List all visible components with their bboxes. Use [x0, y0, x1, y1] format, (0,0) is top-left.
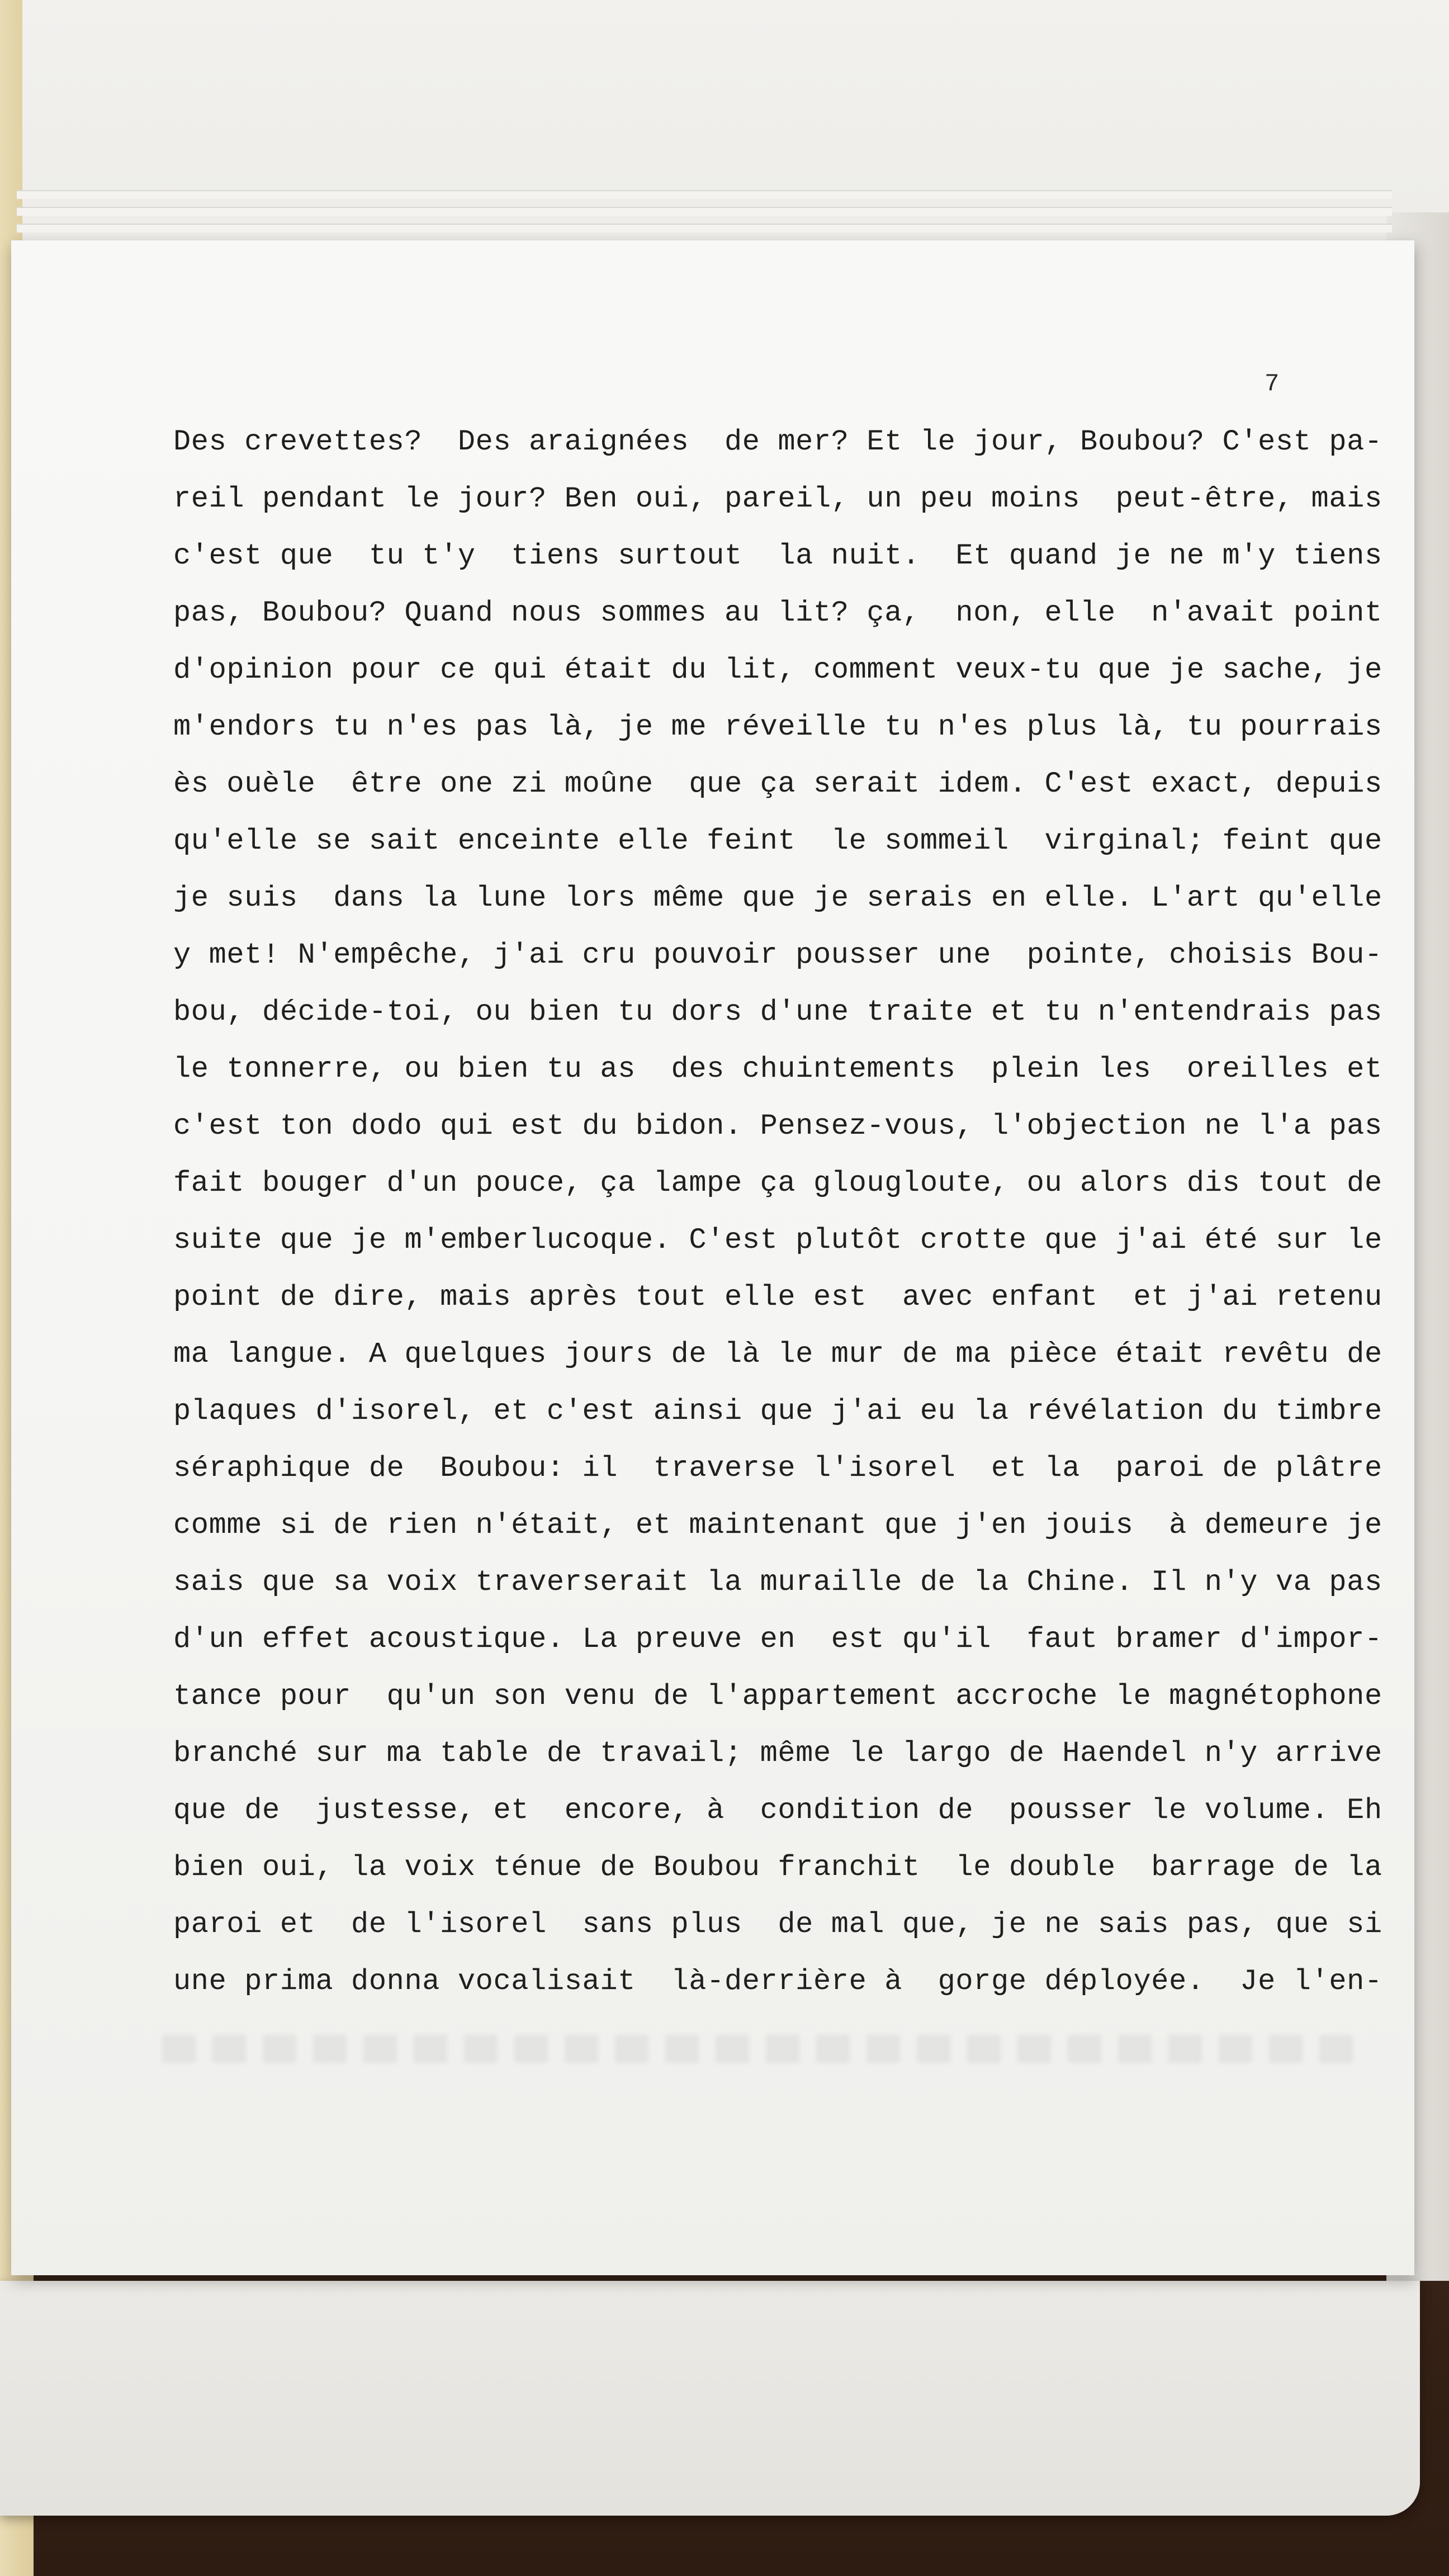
typewritten-text [173, 414, 1382, 2010]
text-line: comme si de rien n'était, et maintenant que j'en jouis à demeure je [173, 1509, 1382, 1542]
text-line: le tonnerre, ou bien tu as des chuintements plein les oreilles et [173, 1053, 1382, 1086]
text-line: m'endors tu n'es pas là, je me réveille tu n'es plus là, tu pourrais [173, 711, 1382, 744]
text-line: c'est que tu t'y tiens surtout la nuit. Et quand je ne m'y tiens [173, 539, 1382, 572]
text-line: reil pendant le jour? Ben oui, pareil, un peu moins peut-être, mais [173, 482, 1382, 515]
text-line: pas, Boubou? Quand nous sommes au lit? ça, non, elle n'avait point [173, 596, 1382, 629]
text-line: d'un effet acoustique. La preuve en est qu'il faut bramer d'impor- [173, 1623, 1382, 1656]
text-line: sais que sa voix traverserait la muraille de la Chine. Il n'y va pas [173, 1566, 1382, 1599]
text-line: bou, décide-toi, ou bien tu dors d'une traite et tu n'entendrais pas [173, 996, 1382, 1029]
show-through-text [162, 2035, 1364, 2063]
paper-stack-edge [17, 224, 1392, 233]
text-line: une prima donna vocalisait là-derrière à gorge déployée. Je l'en- [173, 1965, 1382, 1998]
text-line: bien oui, la voix ténue de Boubou franchit le double barrage de la [173, 1851, 1382, 1884]
paper-stack-edge [17, 190, 1392, 199]
text-line: ès ouèle être one zi moûne que ça serait idem. C'est exact, depuis [173, 768, 1382, 801]
text-line: ma langue. A quelques jours de là le mur de ma pièce était revêtu de [173, 1338, 1382, 1371]
text-line: y met! N'empêche, j'ai cru pouvoir pousser une pointe, choisis Bou- [173, 939, 1382, 972]
text-line: point de dire, mais après tout elle est avec enfant et j'ai retenu [173, 1281, 1382, 1314]
text-line: qu'elle se sait enceinte elle feint le sommeil virginal; feint que [173, 825, 1382, 858]
underlying-sheet [0, 2281, 1420, 2516]
text-line: paroi et de l'isorel sans plus de mal que, je ne sais pas, que si [173, 1908, 1382, 1941]
text-line: c'est ton dodo qui est du bidon. Pensez-vous, l'objection ne l'a pas [173, 1110, 1382, 1143]
text-line: branché sur ma table de travail; même le largo de Haendel n'y arrive [173, 1737, 1382, 1770]
text-line: séraphique de Boubou: il traverse l'isorel et la paroi de plâtre [173, 1452, 1382, 1485]
text-line: suite que je m'emberlucoque. C'est plutôt crotte que j'ai été sur le [173, 1224, 1382, 1257]
text-line: plaques d'isorel, et c'est ainsi que j'ai eu la révélation du timbre [173, 1395, 1382, 1428]
text-line: que de justesse, et encore, à condition de pousser le volume. Eh [173, 1794, 1382, 1827]
paper-stack-edge [17, 207, 1392, 216]
text-line: je suis dans la lune lors même que je serais en elle. L'art qu'elle [173, 882, 1382, 915]
text-line: Des crevettes? Des araignées de mer? Et le jour, Boubou? C'est pa- [173, 425, 1382, 458]
text-line: d'opinion pour ce qui était du lit, comment veux-tu que je sache, je [173, 654, 1382, 686]
text-line: tance pour qu'un son venu de l'appartement accroche le magnétophone [173, 1680, 1382, 1713]
text-line: fait bouger d'un pouce, ça lampe ça glougloute, ou alors dis tout de [173, 1167, 1382, 1200]
page-number: 7 [1265, 370, 1280, 398]
